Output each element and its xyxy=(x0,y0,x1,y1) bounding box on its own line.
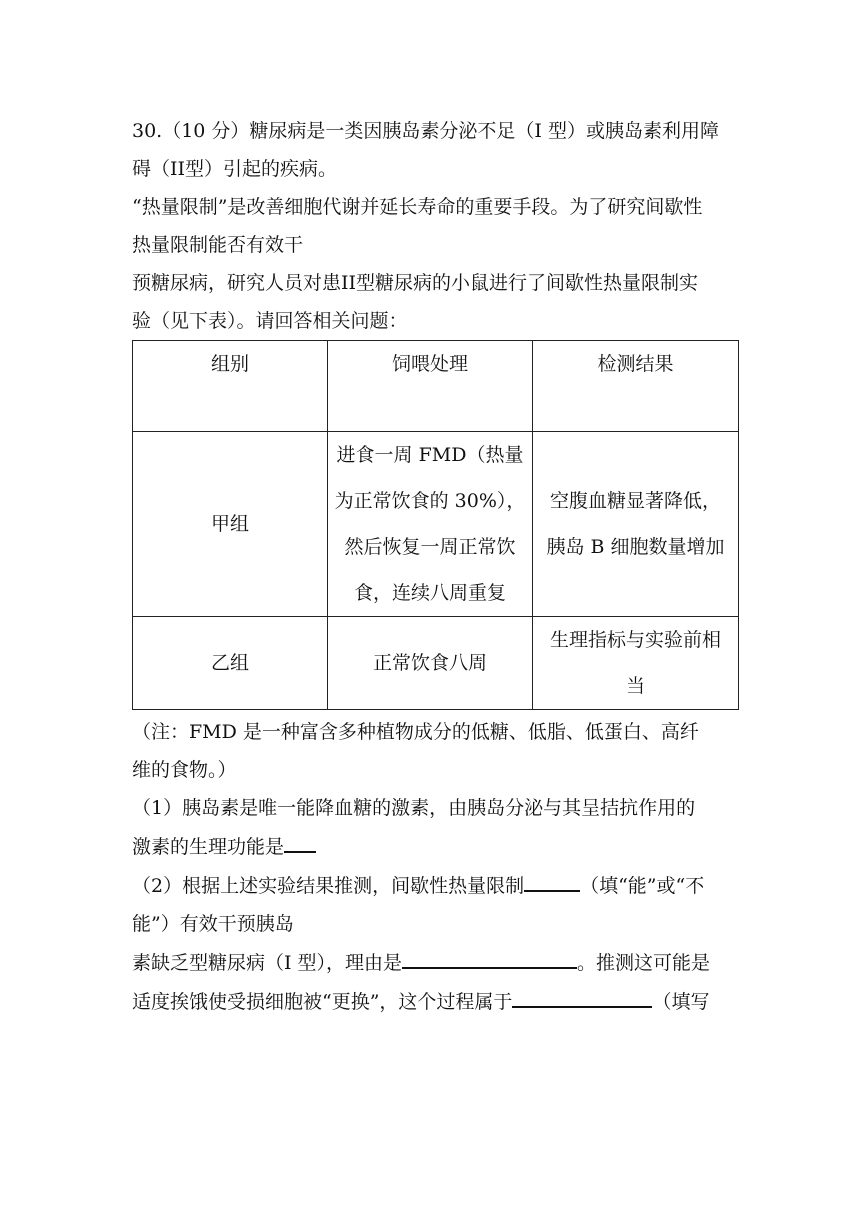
cell-line: 当 xyxy=(625,675,645,697)
cell-line: 生理指标与实验前相 xyxy=(549,629,721,651)
answer-blank[interactable] xyxy=(402,943,577,969)
q1-line xyxy=(132,827,738,866)
table-row xyxy=(133,617,739,710)
q2-text: （2）根据上述实验结果推测，间歇性热量限制 xyxy=(132,875,525,897)
cell-result xyxy=(533,617,739,710)
cell-result xyxy=(533,432,739,617)
q2-line xyxy=(132,982,738,1021)
answer-blank[interactable] xyxy=(284,827,316,853)
header-result: 检测结果 xyxy=(533,341,739,432)
q2-text: 。推测这可能是 xyxy=(577,952,711,974)
q2-text: 适度挨饿使受损细胞被“更换”，这个过程属于 xyxy=(132,991,513,1013)
note-line: 维的食物。） xyxy=(132,759,237,781)
answer-blank[interactable] xyxy=(524,866,580,892)
q2-text: （填“能”或“不 xyxy=(580,875,705,897)
intro-line: 碍（II型）引起的疾病。 xyxy=(132,158,338,180)
intro-line: 热量限制能否有效干 xyxy=(132,234,304,256)
cell-line: 然后恢复一周正常饮 xyxy=(344,536,516,558)
q2-text: （填写 xyxy=(652,991,710,1013)
q1-line: （1）胰岛素是唯一能降血糖的激素，由胰岛分泌与其呈拮抗作用的 xyxy=(132,797,696,819)
question-30 xyxy=(132,112,738,1021)
cell-group: 甲组 xyxy=(133,432,328,617)
cell-group: 乙组 xyxy=(133,617,328,710)
experiment-table xyxy=(132,340,739,710)
cell-line: 胰岛 B 细胞数量增加 xyxy=(546,536,725,558)
cell-line: 正常饮食八周 xyxy=(372,652,487,674)
cell-line: 为正常饮食的 30%）， xyxy=(334,490,526,512)
header-treatment: 饲喂处理 xyxy=(328,341,533,432)
header-group: 组别 xyxy=(133,341,328,432)
notes-and-questions xyxy=(132,713,738,1021)
cell-line: 进食一周 FMD（热量 xyxy=(336,444,524,466)
cell-line: 食，连续八周重复 xyxy=(353,582,506,604)
note-line: （注：FMD 是一种富含多种植物成分的低糖、低脂、低蛋白、高纤 xyxy=(132,721,699,743)
cell-treatment xyxy=(328,617,533,710)
q1-text: 激素的生理功能是 xyxy=(132,836,285,858)
table-header-row xyxy=(133,341,739,432)
q2-line xyxy=(132,943,738,982)
intro-line: 预糖尿病，研究人员对患II型糖尿病的小鼠进行了间歇性热量限制实 xyxy=(132,272,699,294)
cell-line: 空腹血糖显著降低， xyxy=(549,490,721,512)
q2-text: 素缺乏型糖尿病（I 型），理由是 xyxy=(132,952,403,974)
intro-line: 30.（10 分）糖尿病是一类因胰岛素分泌不足（I 型）或胰岛素利用障 xyxy=(132,120,719,142)
q2-line xyxy=(132,866,738,905)
q2-line: 能”）有效干预胰岛 xyxy=(132,913,294,935)
answer-blank[interactable] xyxy=(512,982,652,1008)
intro-line: 验（见下表）。请回答相关问题： xyxy=(132,310,408,332)
intro-line: “热量限制”是改善细胞代谢并延长寿命的重要手段。为了研究间歇性 xyxy=(132,196,703,218)
cell-treatment xyxy=(328,432,533,617)
table-row xyxy=(133,432,739,617)
